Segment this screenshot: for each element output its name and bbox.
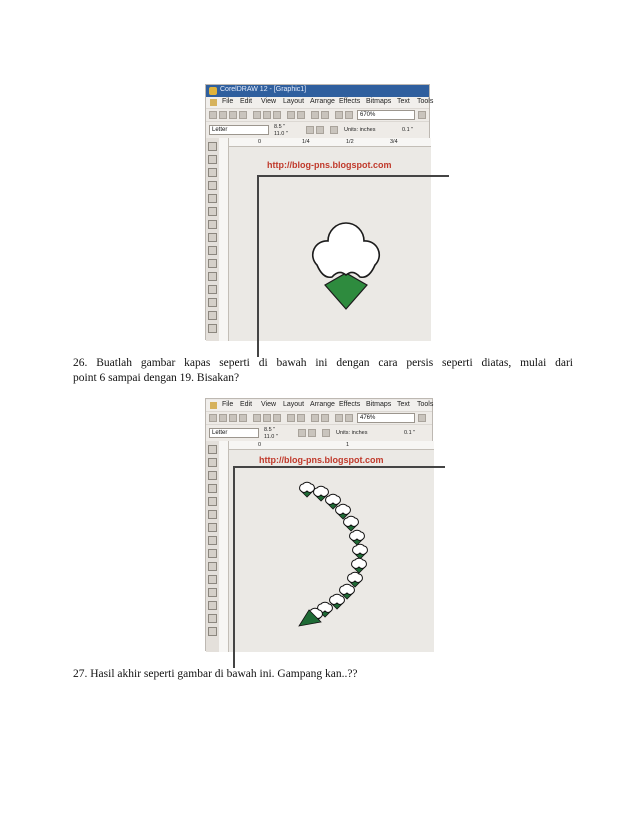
- paste-icon[interactable]: [273, 414, 281, 422]
- menu-edit[interactable]: Edit: [240, 98, 253, 105]
- corel-online-icon[interactable]: [345, 111, 353, 119]
- smart-fill-tool-icon[interactable]: [208, 510, 217, 519]
- menu-arrange[interactable]: Arrange: [310, 98, 335, 105]
- menu-file[interactable]: File: [222, 98, 234, 105]
- pick-tool-icon[interactable]: [208, 445, 217, 454]
- menu-file[interactable]: File: [222, 401, 234, 408]
- basic-shapes-tool-icon[interactable]: [208, 562, 217, 571]
- cotton-puff: [353, 544, 368, 559]
- rectangle-tool-icon[interactable]: [208, 523, 217, 532]
- cotton-puff: [350, 530, 365, 545]
- watermark-url: http://blog-pns.blogspot.com: [259, 455, 384, 465]
- undo-icon[interactable]: [287, 111, 295, 119]
- property-bar: [206, 121, 429, 138]
- export-icon[interactable]: [321, 111, 329, 119]
- corel-online-icon[interactable]: [345, 414, 353, 422]
- vertical-ruler: [219, 441, 229, 652]
- freehand-tool-icon[interactable]: [208, 497, 217, 506]
- nudge-field[interactable]: 0.1 ": [402, 127, 414, 133]
- menu-effects[interactable]: Effects: [339, 98, 361, 105]
- drawing-canvas[interactable]: [229, 450, 434, 652]
- ruler-label: 1/2: [346, 139, 354, 145]
- cotton-shape-graphic: [229, 147, 431, 341]
- menu-bar: [206, 97, 434, 108]
- instruction-paragraph-26: [73, 356, 573, 386]
- zoom-select[interactable]: 476%: [357, 413, 415, 423]
- zoom-tool-icon[interactable]: [208, 181, 217, 190]
- page-height-field[interactable]: 11.0 ": [264, 434, 278, 440]
- menu-view[interactable]: View: [261, 98, 277, 105]
- cut-icon[interactable]: [253, 111, 261, 119]
- page-width-field[interactable]: 8.5 ": [274, 124, 286, 130]
- new-icon[interactable]: [209, 414, 217, 422]
- pick-tool-icon[interactable]: [208, 142, 217, 151]
- crop-tool-icon[interactable]: [208, 471, 217, 480]
- text-tool-icon[interactable]: [208, 272, 217, 281]
- menu-text[interactable]: Text: [397, 98, 410, 105]
- polygon-tool-icon[interactable]: [208, 549, 217, 558]
- green-leaf-base: [325, 273, 367, 309]
- units-select[interactable]: Units: inches: [344, 127, 376, 133]
- menu-app-icon: [210, 99, 217, 106]
- ruler-label: 3/4: [390, 139, 398, 145]
- menu-edit[interactable]: Edit: [240, 401, 253, 408]
- interactive-blend-tool-icon[interactable]: [208, 588, 217, 597]
- copy-icon[interactable]: [263, 111, 271, 119]
- redo-icon[interactable]: [297, 111, 305, 119]
- menu-view[interactable]: View: [261, 401, 277, 408]
- ellipse-tool-icon[interactable]: [208, 233, 217, 242]
- outline-tool-icon[interactable]: [208, 311, 217, 320]
- paper-type-select[interactable]: Letter: [209, 125, 269, 135]
- cut-icon[interactable]: [253, 414, 261, 422]
- shape-tool-icon[interactable]: [208, 458, 217, 467]
- open-icon[interactable]: [219, 414, 227, 422]
- print-icon[interactable]: [239, 111, 247, 119]
- ruler-label: 0: [258, 139, 262, 145]
- zoom-tool-icon[interactable]: [208, 484, 217, 493]
- paste-icon[interactable]: [273, 111, 281, 119]
- property-bar: [206, 424, 432, 441]
- page-height-field[interactable]: 11.0 ": [274, 131, 288, 137]
- all-pages-icon[interactable]: [330, 126, 338, 134]
- cotton-shape: [313, 223, 380, 309]
- redo-icon[interactable]: [297, 414, 305, 422]
- outline-tool-icon[interactable]: [208, 614, 217, 623]
- nudge-field[interactable]: 0.1 ": [404, 430, 416, 436]
- menu-layout[interactable]: Layout: [283, 98, 305, 105]
- coreldraw-screenshot-2: [205, 398, 433, 651]
- horizontal-ruler: [228, 441, 434, 450]
- paper-type-select[interactable]: Letter: [209, 428, 259, 438]
- menu-app-icon: [210, 402, 217, 409]
- launcher-icon[interactable]: [335, 111, 343, 119]
- ruler-label: 0: [258, 442, 262, 448]
- menu-bar: [206, 400, 432, 411]
- menu-bitmaps[interactable]: Bitmaps: [366, 98, 392, 105]
- export-icon[interactable]: [321, 414, 329, 422]
- window-title: CorelDRAW 12 - [Graphic1]: [220, 86, 307, 93]
- drawing-canvas[interactable]: [229, 147, 431, 341]
- watermark-url: http://blog-pns.blogspot.com: [267, 160, 392, 170]
- copy-icon[interactable]: [263, 414, 271, 422]
- ellipse-tool-icon[interactable]: [208, 536, 217, 545]
- save-icon[interactable]: [229, 414, 237, 422]
- app-icon: [209, 87, 217, 95]
- eyedropper-tool-icon[interactable]: [208, 601, 217, 610]
- cotton-puff: [313, 223, 380, 277]
- cotton-chain-graphic: [229, 450, 434, 652]
- cotton-puff-chain: [299, 482, 367, 626]
- new-icon[interactable]: [209, 111, 217, 119]
- menu-layout[interactable]: Layout: [283, 401, 305, 408]
- menu-tools[interactable]: Tools: [417, 401, 434, 408]
- fill-tool-icon[interactable]: [208, 627, 217, 636]
- coreldraw-screenshot-1: [205, 84, 434, 340]
- save-icon[interactable]: [229, 111, 237, 119]
- fill-tool-icon[interactable]: [208, 324, 217, 333]
- title-bar: [206, 85, 429, 97]
- portrait-icon[interactable]: [306, 126, 314, 134]
- standard-toolbar: [206, 108, 429, 121]
- landscape-icon[interactable]: [308, 429, 316, 437]
- menu-tools[interactable]: Tools: [417, 98, 434, 105]
- menu-bitmaps[interactable]: Bitmaps: [366, 401, 392, 408]
- zoom-dropdown-icon[interactable]: [418, 414, 426, 422]
- toolbox: [206, 441, 219, 652]
- menu-arrange[interactable]: Arrange: [310, 401, 335, 408]
- menu-text[interactable]: Text: [397, 401, 410, 408]
- text-tool-icon[interactable]: [208, 575, 217, 584]
- rectangle-tool-icon[interactable]: [208, 220, 217, 229]
- cotton-puff: [352, 558, 367, 573]
- cotton-puff: [344, 516, 359, 531]
- vertical-ruler: [219, 138, 229, 341]
- zoom-dropdown-icon[interactable]: [418, 111, 426, 119]
- paragraph-line: point 6 sampai dengan 19. Bisakan?: [73, 372, 240, 384]
- basic-shapes-tool-icon[interactable]: [208, 259, 217, 268]
- paragraph-line: 26. Buatlah gambar kapas seperti di bawah ini dengan cara persis seperti diatas, mulai dari: [73, 357, 573, 369]
- menu-effects[interactable]: Effects: [339, 401, 361, 408]
- smart-fill-tool-icon[interactable]: [208, 207, 217, 216]
- page-width-field[interactable]: 8.5 ": [264, 427, 276, 433]
- zoom-select[interactable]: 670%: [357, 110, 415, 120]
- interactive-blend-tool-icon[interactable]: [208, 285, 217, 294]
- shape-tool-icon[interactable]: [208, 155, 217, 164]
- toolbox: [206, 138, 219, 341]
- cotton-puff: [300, 482, 315, 497]
- standard-toolbar: [206, 411, 432, 424]
- freehand-tool-icon[interactable]: [208, 194, 217, 203]
- crop-tool-icon[interactable]: [208, 168, 217, 177]
- undo-icon[interactable]: [287, 414, 295, 422]
- import-icon[interactable]: [311, 414, 319, 422]
- instruction-paragraph-27: [73, 667, 573, 682]
- open-icon[interactable]: [219, 111, 227, 119]
- units-select[interactable]: Units: inches: [336, 430, 368, 436]
- all-pages-icon[interactable]: [322, 429, 330, 437]
- paragraph-line: 27. Hasil akhir seperti gambar di bawah ini. Gampang kan..??: [73, 668, 358, 680]
- print-icon[interactable]: [239, 414, 247, 422]
- landscape-icon[interactable]: [316, 126, 324, 134]
- ruler-label: 1: [346, 442, 350, 448]
- launcher-icon[interactable]: [335, 414, 343, 422]
- eyedropper-tool-icon[interactable]: [208, 298, 217, 307]
- ruler-label: 1/4: [302, 139, 310, 145]
- polygon-tool-icon[interactable]: [208, 246, 217, 255]
- import-icon[interactable]: [311, 111, 319, 119]
- horizontal-ruler: [228, 138, 431, 147]
- portrait-icon[interactable]: [298, 429, 306, 437]
